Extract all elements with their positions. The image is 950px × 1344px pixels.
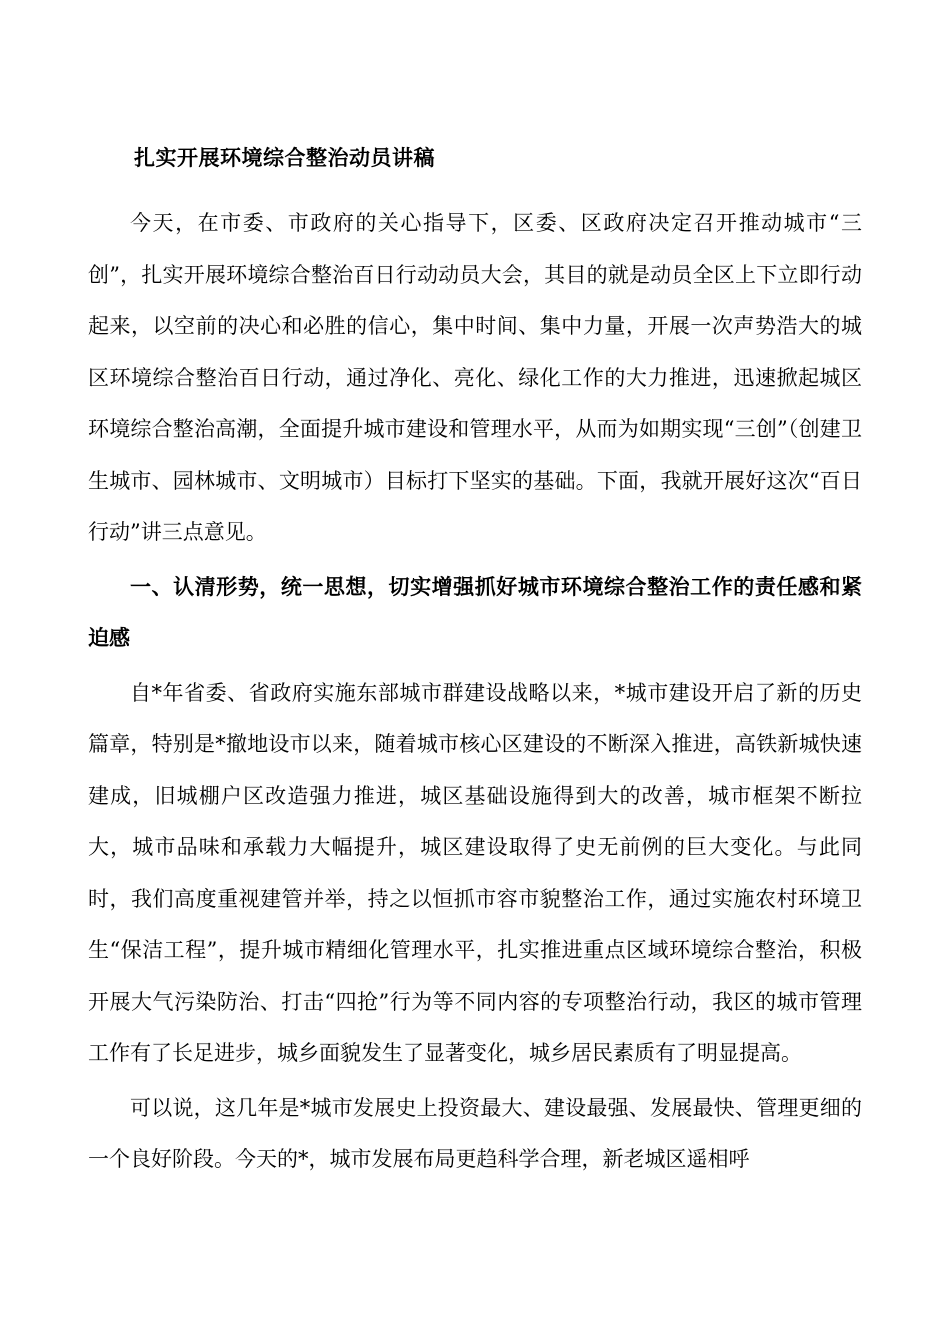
- section-paragraph-1: 自*年省委、省政府实施东部城市群建设战略以来，*城市建设开启了新的历史篇章，特别是*撤地设市以来，随着城市核心区建设的不断深入推进，高铁新城快速建成，旧城棚户区改造强力推进，城区基础设施得到大的改善，城市框架不断拉大，城市品味和承载力大幅提升，城区建设取得了史无前例的巨大变化。与此同时，我们高度重视建管并举，持之以恒抓市容市貌整治工作，通过实施农村环境卫生“保洁工程”，提升城市精细化管理水平，扎实推进重点区域环境综合整治，积极开展大气污染防治、打击“四抢”行为等不同内容的专项整治行动，我区的城市管理工作有了长足进步，城乡面貌发生了显著变化，城乡居民素质有了明显提高。: [88, 680, 862, 1065]
- section-heading: 一、认清形势，统一思想，切实增强抓好城市环境综合整治工作的责任感和紧迫感: [88, 574, 862, 650]
- document-title: 扎实开展环境综合整治动员讲稿: [134, 146, 435, 170]
- document-page: [88, 138, 862, 1189]
- section-paragraph-2: 可以说，这几年是*城市发展史上投资最大、建设最强、发展最快、管理更细的一个良好阶段。今天的*，城市发展布局更趋科学合理，新老城区遥相呼: [88, 1095, 862, 1171]
- intro-paragraph: 今天，在市委、市政府的关心指导下，区委、区政府决定召开推动城市“三创”，扎实开展环境综合整治百日行动动员大会，其目的就是动员全区上下立即行动起来，以空前的决心和必胜的信心，集中时间、集中力量，开展一次声势浩大的城区环境综合整治百日行动，通过净化、亮化、绿化工作的大力推进，迅速掀起城区环境综合整治高潮，全面提升城市建设和管理水平，从而为如期实现“三创”（创建卫生城市、园林城市、文明城市）目标打下坚实的基础。下面，我就开展好这次“百日行动”讲三点意见。: [88, 211, 862, 544]
